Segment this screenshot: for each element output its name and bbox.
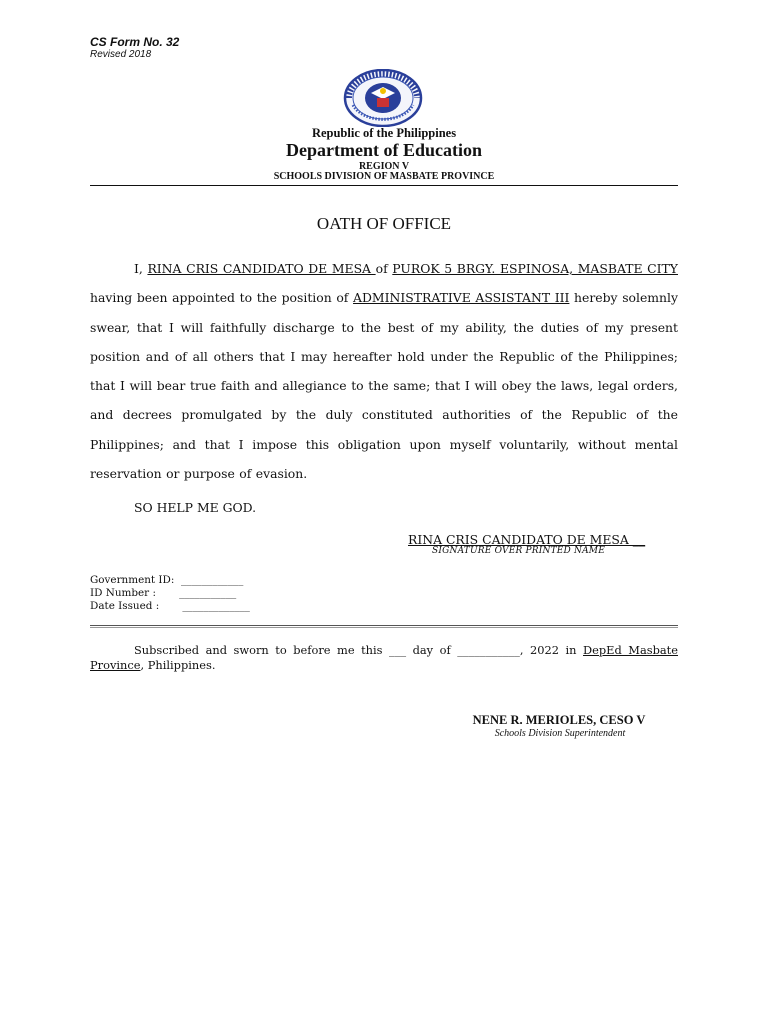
oath-text-body: hereby solemnly swear, that I will faithfully discharge to the best of my ability, the duties of my present position and of all others that I may hereafter hold under the Republic of the Philippines; that I will bear true faith and allegiance to the same; that I will obey the laws, legal orders, and decrees promulgated by the duly constituted authorities of the Republic of the Philippines; and that I impose this obligation upon myself voluntarily, without mental reservation or purpose of evasion.: [90, 290, 678, 482]
oath-paragraph: [90, 254, 678, 488]
oath-text-intro: I,: [134, 261, 148, 276]
oath-position: ADMINISTRATIVE ASSISTANT III: [353, 290, 570, 306]
form-revision: Revised 2018: [90, 49, 152, 60]
form-number: CS Form No. 32: [90, 35, 180, 49]
id-number-field: ID Number : ___________: [90, 587, 237, 599]
subscription-text: Subscribed and sworn to before me this ___ day of ___________, 2022 in: [134, 643, 583, 657]
subscription-paragraph: [90, 643, 678, 673]
so-help-me-god: SO HELP ME GOD.: [134, 500, 257, 515]
government-id-field: Government ID: ____________: [90, 574, 244, 586]
department-heading: Department of Education: [286, 140, 482, 160]
oath-name: RINA CRIS CANDIDATO DE MESA: [147, 261, 376, 276]
deped-seal-logo: [343, 69, 423, 127]
date-issued-field: Date Issued : _____________: [90, 600, 250, 612]
subscription-country: , Philippines.: [140, 658, 216, 672]
officer-title: Schools Division Superintendent: [494, 728, 626, 739]
signature-caption: SIGNATURE OVER PRINTED NAME: [432, 546, 605, 556]
oath-text-of: of: [375, 261, 393, 276]
officer-name: NENE R. MERIOLES, CESO V: [472, 713, 646, 727]
document-title: OATH OF OFFICE: [316, 214, 452, 233]
header-divider: [90, 185, 678, 186]
region-heading: REGION V: [358, 161, 410, 172]
oath-text-appointed: having been appointed to the position of: [90, 290, 354, 306]
section-divider: [90, 625, 678, 628]
division-heading: SCHOOLS DIVISION OF MASBATE PROVINCE: [273, 171, 495, 182]
signature-printed-name: RINA CRIS CANDIDATO DE MESA __: [408, 532, 646, 547]
oath-address: PUROK 5 BRGY. ESPINOSA, MASBATE CITY: [392, 261, 678, 276]
subscription-place: DepEd Masbate Province: [90, 643, 678, 672]
republic-heading: Republic of the Philippines: [311, 126, 457, 140]
